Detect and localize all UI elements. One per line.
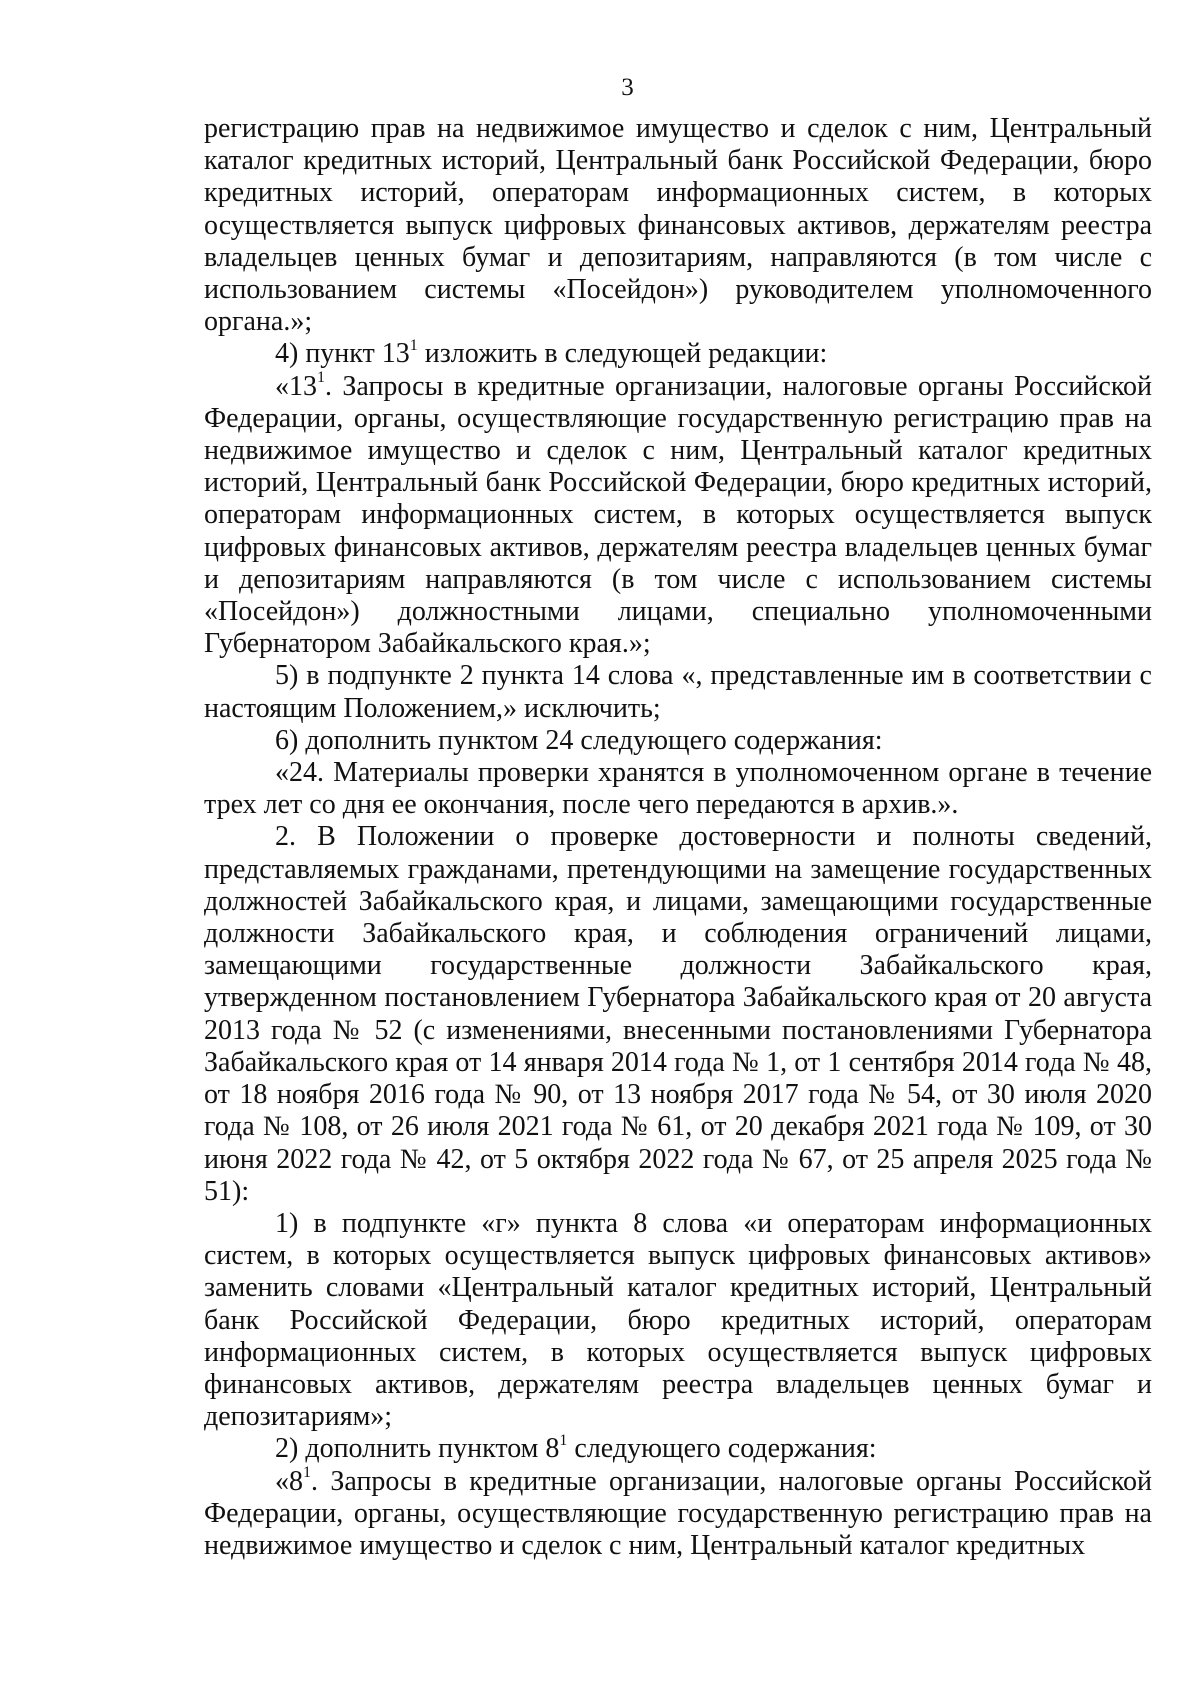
paragraph-p1 [204,338,1152,370]
text-run: 1) в подпункте «г» пункта 8 слова «и операторам информационных систем, в которых осуществляется выпуск цифровых финансовых активов» заменить словами «Центральный каталог кредитных историй, Центральный банк Российской Федерации, бюро кредитных историй, операторам информационных систем, в которых осуществляется выпуск цифровых финансовых активов, держателям реестра владельцев ценных бумаг и депозитариям»; [204,1207,1152,1433]
text-run: 4) пункт 13 [275,338,410,370]
text-run: 5) в подпункте 2 пункта 14 слова «, представленные им в соответствии с настоящим Положением,» исключить; [204,660,1152,724]
text-run: 6) дополнить пунктом 24 следующего содержания: [275,724,883,756]
paragraph-p9 [204,1466,1152,1563]
paragraph-p8 [204,1433,1152,1465]
paragraph-p7 [204,1208,1152,1433]
text-run: . Запросы в кредитные организации, налоговые органы Российской Федерации, органы, осуществляющие государственную регистрацию прав на недвижимое имущество и сделок с ним, Центральный каталог кредитных [204,1465,1152,1561]
text-run: 2. В Положении о проверке достоверности и полноты сведений, представляемых гражданами, претендующими на замещение государственных должностей Забайкальского края, и лицами, замещающими государственные должности Забайкальского края, и соблюдения ограничений лицами, замещающими государственные должности Забайкальского края, утвержденном постановлением Губернатора Забайкальского края от 20 августа 2013 года № 52 (с изменениями, внесенными постановлениями Губернатора Забайкальского края от 14 января 2014 года № 1, от 1 сентября 2014 года № 48, от 18 ноября 2016 года № 90, от 13 ноября 2017 года № 54, от 30 июля 2020 года № 108, от 26 июля 2021 года № 61, от 20 декабря 2021 года № 109, от 30 июня 2022 года № 42, от 5 октября 2022 года № 67, от 25 апреля 2025 года № 51): [204,821,1152,1207]
paragraph-p2 [204,371,1152,661]
superscript: 1 [559,1432,568,1449]
text-run: «8 [275,1465,303,1497]
paragraph-p0 [204,113,1152,338]
text-run: следующего содержания: [567,1433,877,1465]
paragraph-p4 [204,725,1152,757]
text-run: «13 [275,370,317,402]
text-run: регистрацию прав на недвижимое имущество и сделок с ним, Центральный каталог кредитных историй, Центральный банк Российской Федерации, бюро кредитных историй, операторам информационных систем, в которых осуществляется выпуск цифровых финансовых активов, держателям реестра владельцев ценных бумаг и депозитариям, направляются (в том числе с использованием системы «Посейдон») руководителем уполномоченного органа.»; [204,113,1152,338]
paragraph-p6 [204,821,1152,1207]
paragraph-p5 [204,757,1152,821]
paragraph-p3 [204,660,1152,724]
superscript: 1 [317,369,325,387]
page-number: 3 [621,74,634,101]
text-run: изложить в следующей редакции: [417,338,828,370]
text-run: 2) дополнить пунктом 8 [275,1433,560,1465]
text-run: . Запросы в кредитные организации, налоговые органы Российской Федерации, органы, осуществляющие государственную регистрацию прав на недвижимое имущество и сделок с ним, Центральный каталог кредитных историй, Центральный банк Российской Федерации, бюро кредитных историй, операторам информационных систем, в которых осуществляется выпуск цифровых финансовых активов, держателям реестра владельцев ценных бумаг и депозитариям направляются (в том числе с использованием системы «Посейдон») должностными лицами, специально уполномоченными Губернатором Забайкальского края.»; [204,370,1152,660]
text-run: «24. Материалы проверки хранятся в уполномоченном органе в течение трех лет со дня ее окончания, после чего передаются в архив.». [204,757,1152,821]
superscript: 1 [303,1464,311,1482]
superscript: 1 [409,337,418,355]
document-body [204,113,1152,1562]
